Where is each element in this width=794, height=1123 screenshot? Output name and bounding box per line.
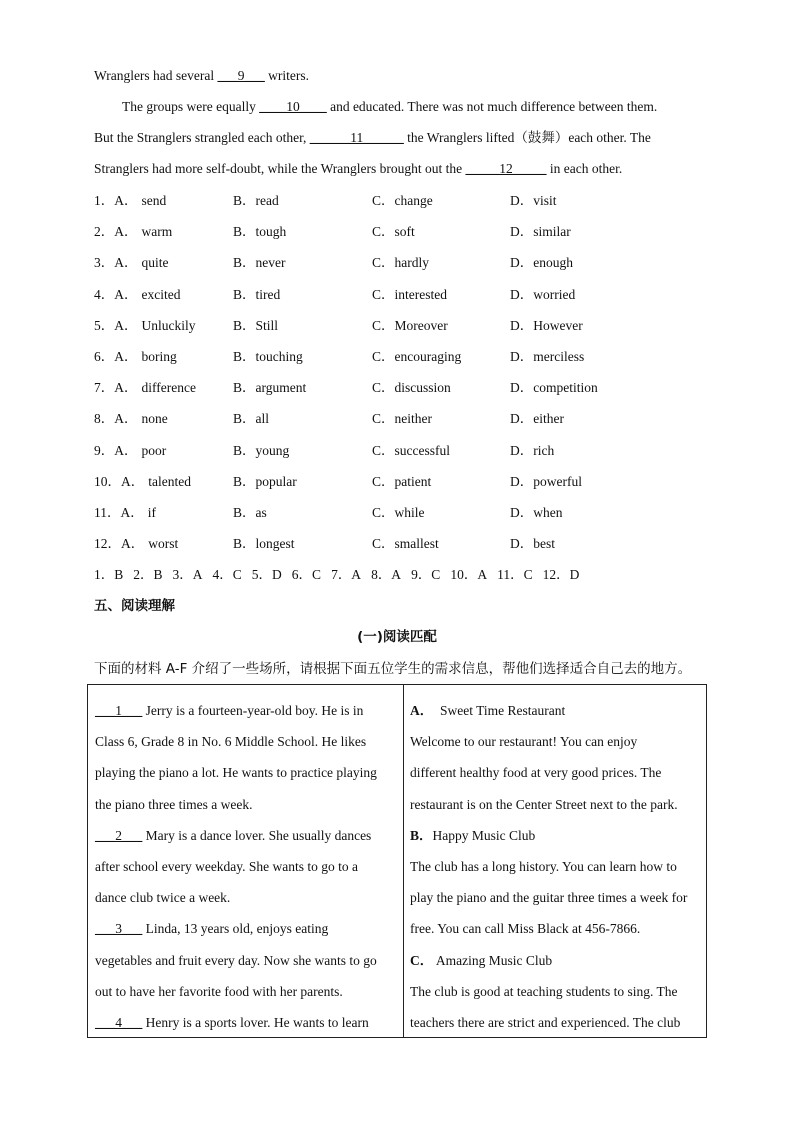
place-text: free. You can call Miss Black at 456-7866. xyxy=(410,921,641,937)
question-number: 4．A． xyxy=(94,286,138,302)
place-line xyxy=(410,1007,705,1038)
option-b: B．popular xyxy=(233,473,297,489)
option-a-text: if xyxy=(147,505,156,520)
passage-text: in each other. xyxy=(546,161,623,176)
question-number: 7．A． xyxy=(94,380,138,396)
option-d: D．similar xyxy=(510,224,571,240)
section-title: 五、阅读理解 xyxy=(94,598,175,614)
option-d: D．either xyxy=(510,411,564,427)
option-a xyxy=(94,472,191,492)
student-needs-column xyxy=(95,695,395,1038)
question-number: 12．A． xyxy=(94,536,145,552)
option-c: C．soft xyxy=(372,224,415,240)
student-line xyxy=(95,695,395,726)
option-b: B．touching xyxy=(233,349,303,364)
answer-item: 7．A xyxy=(331,567,362,582)
place-line xyxy=(410,945,705,976)
answer-item: 5．D xyxy=(251,567,282,582)
option-a-text: Unluckily xyxy=(141,317,196,333)
question-row xyxy=(94,347,714,367)
question-number: 1．A． xyxy=(94,193,138,208)
student-text: dance club twice a week. xyxy=(95,890,231,906)
option-a xyxy=(94,378,196,398)
answer-item: 6．C xyxy=(291,567,322,582)
student-line xyxy=(95,726,395,757)
passage-text: Stranglers had more self-doubt, while the Wranglers brought out the xyxy=(94,161,466,176)
question-number: 6．A． xyxy=(94,349,138,364)
passage-text: The groups were equally xyxy=(122,99,260,114)
question-number: 2．A． xyxy=(94,224,138,240)
passage-line-4 xyxy=(94,159,622,179)
place-line xyxy=(410,726,705,757)
place-label: C． xyxy=(410,952,434,968)
student-line xyxy=(95,789,395,820)
question-number: 10．A． xyxy=(94,473,145,489)
student-line xyxy=(95,882,395,913)
option-b: B．as xyxy=(233,505,267,520)
place-text: restaurant is on the Center Street next to the park. xyxy=(410,796,678,812)
question-row xyxy=(94,534,714,554)
question-number: 5．A． xyxy=(94,317,138,333)
student-line xyxy=(95,851,395,882)
student-line xyxy=(95,820,395,851)
question-row xyxy=(94,316,714,336)
option-a-text: send xyxy=(141,193,167,208)
answer-item: 9．C xyxy=(411,567,441,582)
option-a-text: warm xyxy=(141,224,173,240)
answer-blank: ___1___ xyxy=(95,703,143,718)
student-text: Mary is a dance lover. She usually dances xyxy=(142,827,372,843)
answer-item: 12．D xyxy=(542,567,580,582)
option-c: C．change xyxy=(372,193,433,208)
option-a xyxy=(94,503,156,523)
blank-11: ______11______ xyxy=(309,130,404,145)
place-text: The club has a long history. You can learn how to xyxy=(410,858,677,874)
option-a xyxy=(94,222,172,242)
option-a-text: none xyxy=(141,411,168,427)
student-text: playing the piano a lot. He wants to practice playing xyxy=(95,765,377,781)
option-a-text: quite xyxy=(141,255,169,271)
place-text: play the piano and the guitar three times a week for xyxy=(410,890,688,906)
option-b: B．Still xyxy=(233,317,279,333)
answer-blank: ___2___ xyxy=(95,827,143,843)
option-b: B．tough xyxy=(233,224,287,240)
option-a-text: boring xyxy=(141,349,177,364)
option-b: B．tired xyxy=(233,286,281,302)
question-row xyxy=(94,503,714,523)
student-text: Class 6, Grade 8 in No. 6 Middle School. He likes xyxy=(95,734,367,750)
answer-item: 10．A xyxy=(450,567,488,582)
place-line xyxy=(410,976,705,1007)
place-line xyxy=(410,882,705,913)
option-b: B．all xyxy=(233,411,269,427)
place-line xyxy=(410,757,705,788)
option-a xyxy=(94,285,180,305)
option-d: D．powerful xyxy=(510,473,582,489)
option-a xyxy=(94,534,178,554)
question-row xyxy=(94,285,714,305)
answer-item: 4．C xyxy=(212,567,242,582)
question-number: 8．A． xyxy=(94,411,138,427)
option-c: C．neither xyxy=(372,411,432,427)
question-row xyxy=(94,222,714,242)
passage-text: the Wranglers lifted（鼓舞）each other. The xyxy=(403,130,651,145)
student-line xyxy=(95,945,395,976)
student-text: after school every weekday. She wants to go to a xyxy=(95,858,359,874)
option-c: C．discussion xyxy=(372,380,451,396)
student-line xyxy=(95,976,395,1007)
option-a xyxy=(94,409,168,429)
option-a-text: excited xyxy=(141,286,181,302)
place-line xyxy=(410,820,705,851)
student-line xyxy=(95,913,395,944)
option-d: D．when xyxy=(510,505,563,520)
question-number: 3．A． xyxy=(94,255,138,271)
option-c: C．while xyxy=(372,505,425,520)
passage-text: writers. xyxy=(264,68,310,83)
option-a xyxy=(94,191,166,211)
place-line xyxy=(410,913,705,944)
option-d: D．competition xyxy=(510,380,598,396)
option-d: D．best xyxy=(510,536,555,552)
place-text: Happy Music Club xyxy=(432,827,536,843)
places-column xyxy=(410,695,705,1038)
question-number: 11．A． xyxy=(94,505,144,520)
option-d: D．merciless xyxy=(510,349,585,364)
option-d: D．visit xyxy=(510,193,557,208)
question-row xyxy=(94,191,714,211)
option-d: D．However xyxy=(510,317,583,333)
passage-line-2 xyxy=(122,97,657,117)
question-row xyxy=(94,253,714,273)
answer-item: 2．B xyxy=(133,567,163,582)
answer-item: 11．C xyxy=(497,567,533,582)
place-text: Amazing Music Club xyxy=(433,952,553,968)
place-label: A． xyxy=(410,703,434,718)
answer-blank: ___4___ xyxy=(95,1014,143,1030)
passage-text: Wranglers had several xyxy=(94,68,218,83)
student-text: Henry is a sports lover. He wants to learn xyxy=(142,1014,369,1030)
answer-key xyxy=(94,565,589,585)
passage-text: But the Stranglers strangled each other, xyxy=(94,130,310,145)
option-c: C．smallest xyxy=(372,536,439,552)
place-line xyxy=(410,851,705,882)
option-a-text: poor xyxy=(141,442,167,458)
question-row xyxy=(94,472,714,492)
question-number: 9．A． xyxy=(94,442,138,458)
matching-table xyxy=(87,684,707,1038)
student-text: the piano three times a week. xyxy=(95,796,253,812)
sub-title: (一)阅读匹配 xyxy=(357,629,437,645)
answer-item: 8．A xyxy=(371,567,402,582)
place-line xyxy=(410,695,705,726)
place-text: The club is good at teaching students to sing. The xyxy=(410,983,678,999)
place-text: Sweet Time Restaurant xyxy=(433,703,566,718)
student-line xyxy=(95,757,395,788)
option-a xyxy=(94,441,166,461)
option-c: C．patient xyxy=(372,473,432,489)
option-c: C．Moreover xyxy=(372,317,448,333)
student-line xyxy=(95,1007,395,1038)
option-d: D．worried xyxy=(510,286,576,302)
option-b: B．never xyxy=(233,255,286,271)
passage-line-3 xyxy=(94,128,651,148)
student-text: vegetables and fruit every day. Now she wants to go xyxy=(95,952,377,968)
blank-9: ___9___ xyxy=(217,68,265,83)
student-text: Linda, 13 years old, enjoys eating xyxy=(142,921,329,937)
option-c: C．hardly xyxy=(372,255,429,271)
option-a-text: worst xyxy=(148,536,179,552)
passage-line-1 xyxy=(94,66,309,86)
table-divider xyxy=(403,685,404,1037)
option-b: B．argument xyxy=(233,380,307,396)
option-b: B．longest xyxy=(233,536,295,552)
student-text: Jerry is a fourteen-year-old boy. He is in xyxy=(142,703,364,718)
question-row xyxy=(94,441,714,461)
option-a xyxy=(94,347,177,367)
option-d: D．rich xyxy=(510,442,555,458)
option-c: C．encouraging xyxy=(372,349,462,364)
answer-item: 1．B xyxy=(94,567,124,582)
blank-10: ____10____ xyxy=(259,99,327,114)
blank-12: _____12_____ xyxy=(465,161,547,176)
option-a-text: difference xyxy=(141,380,196,396)
option-b: B．young xyxy=(233,442,290,458)
instruction-text: 下面的材料 A-F 介绍了一些场所，请根据下面五位学生的需求信息，帮他们选择适合自己去的地方。 xyxy=(94,661,692,677)
option-c: C．interested xyxy=(372,286,447,302)
student-text: out to have her favorite food with her parents. xyxy=(95,983,343,999)
passage-text: and educated. There was not much difference between them. xyxy=(326,99,658,114)
question-row xyxy=(94,409,714,429)
option-b: B．read xyxy=(233,193,279,208)
place-line xyxy=(410,789,705,820)
question-row xyxy=(94,378,714,398)
place-text: different healthy food at very good prices. The xyxy=(410,765,662,781)
place-text: teachers there are strict and experienced. The club xyxy=(410,1014,681,1030)
place-label: B． xyxy=(410,827,433,843)
option-d: D．enough xyxy=(510,255,573,271)
answer-blank: ___3___ xyxy=(95,921,143,937)
option-a xyxy=(94,253,169,273)
option-c: C．successful xyxy=(372,442,450,458)
place-text: Welcome to our restaurant! You can enjoy xyxy=(410,734,638,750)
option-a-text: talented xyxy=(148,473,191,489)
answer-item: 3．A xyxy=(172,567,203,582)
option-a xyxy=(94,316,196,336)
